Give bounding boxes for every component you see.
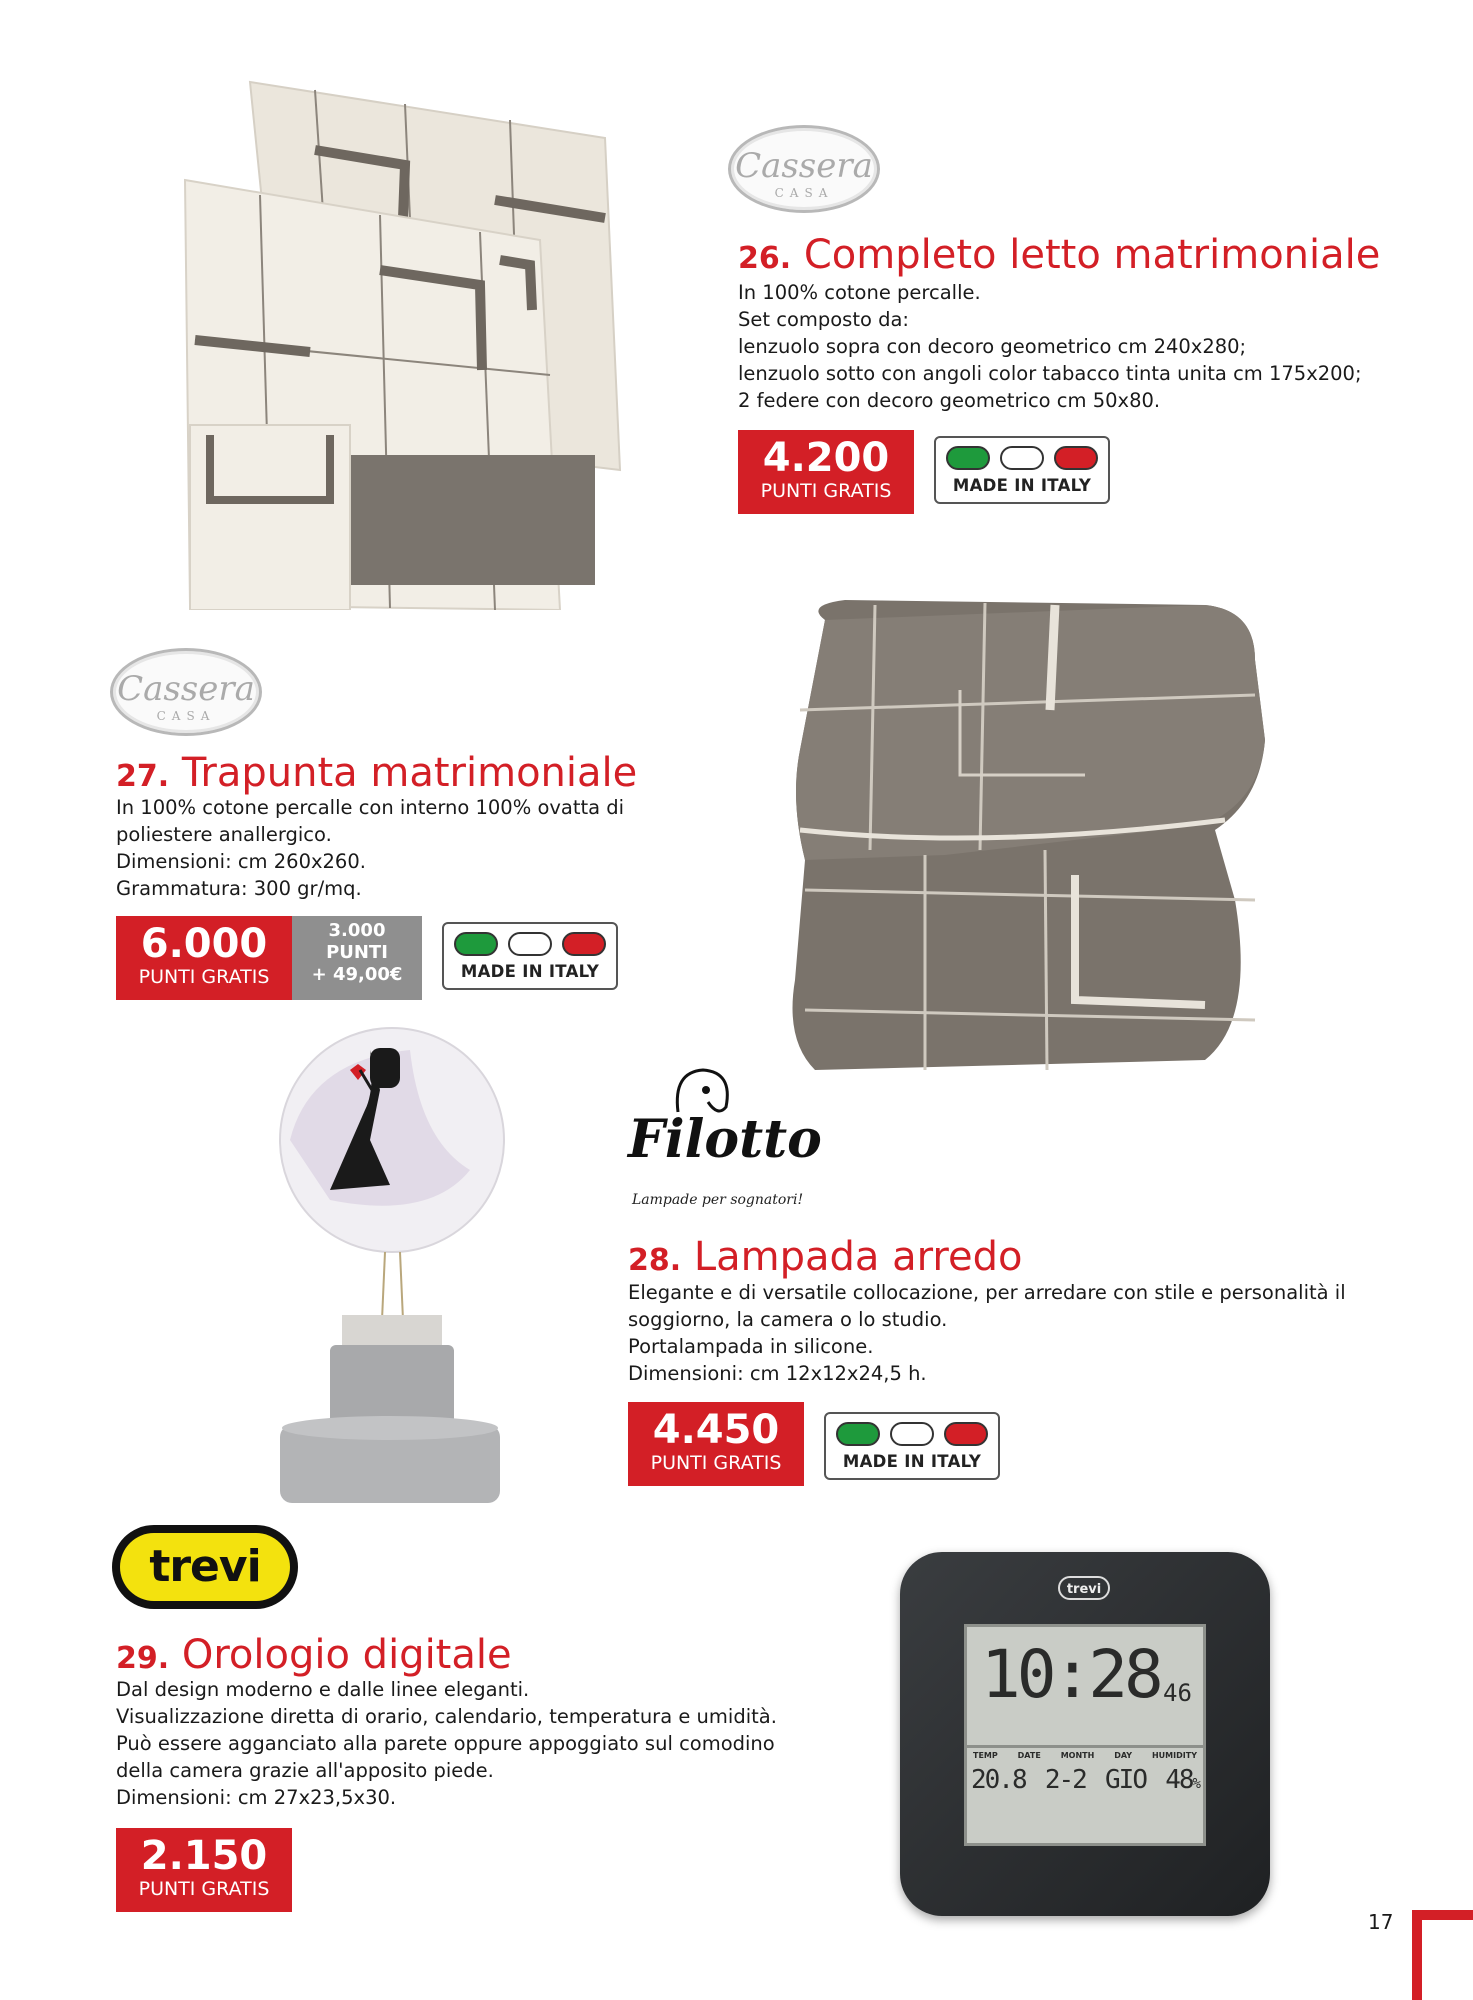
points-label: PUNTI GRATIS: [138, 966, 270, 988]
flag-white-icon: [508, 932, 552, 956]
lamp-image: [270, 1020, 510, 1510]
description-line: 2 federe con decoro geometrico cm 50x80.: [738, 389, 1161, 412]
description-line: lenzuolo sopra con decoro geometrico cm 240x280;: [738, 335, 1247, 358]
clock-date: 2-2: [1044, 1765, 1086, 1795]
clock-time: 10:28: [981, 1636, 1160, 1713]
description-line: Dal design moderno e dalle linee eleganti.: [116, 1678, 530, 1701]
description-line: Dimensioni: cm 27x23,5x30.: [116, 1786, 397, 1809]
product-name: Lampada arredo: [693, 1234, 1023, 1280]
product-title: [738, 232, 1380, 282]
product-description: [116, 794, 624, 902]
description-line: In 100% cotone percalle con interno 100% ovatta di: [116, 796, 625, 819]
clock-humidity-unit: %: [1192, 1776, 1199, 1792]
alt-points-label: PUNTI: [326, 942, 388, 963]
trevi-logo-text: trevi: [149, 1541, 261, 1592]
clock-humidity: 48: [1165, 1765, 1193, 1795]
points-value: 4.450: [652, 1407, 780, 1453]
flag-red-icon: [944, 1422, 988, 1446]
cassera-logo-subtext: CASA: [774, 186, 834, 200]
alt-points-badge: [292, 916, 422, 1000]
flag-red-icon: [562, 932, 606, 956]
cassera-logo-subtext: CASA: [156, 709, 216, 723]
product-name: Completo letto matrimoniale: [803, 232, 1381, 278]
product-number: 26.: [738, 241, 792, 276]
trevi-logo: [112, 1525, 298, 1609]
flag-white-icon: [890, 1422, 934, 1446]
cassera-logo-text: Cassera: [117, 669, 255, 709]
filotto-logo: [628, 1062, 822, 1222]
cassera-casa-logo: [728, 125, 880, 213]
clock-brand-logo: [1058, 1576, 1110, 1600]
points-value: 2.150: [140, 1833, 268, 1879]
description-line: soggiorno, la camera o lo studio.: [628, 1308, 948, 1331]
clock-lcd-screen: [964, 1624, 1206, 1846]
product-description: [116, 1676, 777, 1811]
clock-temp: 20.8: [971, 1765, 1026, 1795]
product-name: Trapunta matrimoniale: [181, 750, 638, 796]
description-line: Può essere agganciato alla parete oppure appoggiato sul comodino: [116, 1732, 775, 1755]
corner-accent-vertical: [1412, 1910, 1422, 2000]
points-price-badge: [738, 430, 914, 514]
cassera-logo-text: Cassera: [735, 146, 873, 186]
product-title: [116, 1632, 512, 1682]
filotto-logo-text: Filotto: [628, 1109, 822, 1170]
clock-labels-row: [973, 1751, 1197, 1760]
clock-day: GIO: [1105, 1765, 1146, 1795]
made-in-italy-badge: [824, 1412, 1000, 1480]
description-line: Grammatura: 300 gr/mq.: [116, 877, 362, 900]
points-price-badge: [116, 1828, 292, 1912]
points-value: 4.200: [762, 435, 890, 481]
description-line: Set composto da:: [738, 308, 910, 331]
flag-green-icon: [836, 1422, 880, 1446]
points-label: PUNTI GRATIS: [650, 1452, 782, 1474]
clock-label: HUMIDITY: [1151, 1751, 1197, 1760]
alt-points-value: 3.000: [328, 920, 386, 941]
made-in-italy-text: MADE IN ITALY: [842, 1452, 982, 1471]
cassera-casa-logo: [110, 648, 262, 736]
clock-label: DAY: [1114, 1751, 1133, 1760]
bed-linen-image: [150, 70, 650, 610]
digital-clock-image: [900, 1552, 1270, 1916]
flag-green-icon: [454, 932, 498, 956]
description-line: Dimensioni: cm 260x260.: [116, 850, 366, 873]
filotto-tagline: Lampade per sognatori!: [632, 1192, 804, 1208]
duvet-image: [785, 600, 1275, 1080]
points-label: PUNTI GRATIS: [760, 480, 892, 502]
product-title: [628, 1234, 1022, 1284]
trevi-logo-inner: [120, 1533, 290, 1601]
description-line: Visualizzazione diretta di orario, calendario, temperatura e umidità.: [116, 1705, 777, 1728]
points-price-badge: [628, 1402, 804, 1486]
alt-points-extra: + 49,00€: [311, 964, 403, 985]
clock-divider: [967, 1745, 1203, 1748]
clock-seconds: 46: [1163, 1679, 1192, 1707]
product-number: 28.: [628, 1243, 682, 1278]
product-title: [116, 750, 637, 800]
flag-green-icon: [946, 446, 990, 470]
description-line: Elegante e di versatile collocazione, per arredare con stile e personalità il: [628, 1281, 1346, 1304]
points-value: 6.000: [140, 921, 268, 967]
description-line: Dimensioni: cm 12x12x24,5 h.: [628, 1362, 927, 1385]
description-line: lenzuolo sotto con angoli color tabacco tinta unita cm 175x200;: [738, 362, 1362, 385]
made-in-italy-text: MADE IN ITALY: [952, 476, 1092, 495]
clock-humidity-group: [1165, 1765, 1199, 1795]
clock-label: MONTH: [1060, 1751, 1095, 1760]
description-line: Portalampada in silicone.: [628, 1335, 874, 1358]
made-in-italy-badge: [934, 436, 1110, 504]
description-line: della camera grazie all'apposito piede.: [116, 1759, 494, 1782]
clock-brand-text: trevi: [1066, 1582, 1102, 1597]
flag-white-icon: [1000, 446, 1044, 470]
product-name: Orologio digitale: [181, 1632, 512, 1678]
product-number: 27.: [116, 759, 170, 794]
points-label: PUNTI GRATIS: [138, 1878, 270, 1900]
clock-info-row: [971, 1765, 1199, 1795]
description-line: poliestere anallergico.: [116, 823, 332, 846]
clock-label: DATE: [1017, 1751, 1041, 1760]
product-description: [738, 279, 1362, 414]
page-number: 17: [1368, 1910, 1394, 1934]
product-number: 29.: [116, 1641, 170, 1676]
made-in-italy-text: MADE IN ITALY: [460, 962, 600, 981]
description-line: In 100% cotone percalle.: [738, 281, 981, 304]
flag-red-icon: [1054, 446, 1098, 470]
made-in-italy-badge: [442, 922, 618, 990]
product-description: [628, 1279, 1346, 1387]
points-price-badge: [116, 916, 292, 1000]
clock-label: TEMP: [973, 1751, 998, 1760]
